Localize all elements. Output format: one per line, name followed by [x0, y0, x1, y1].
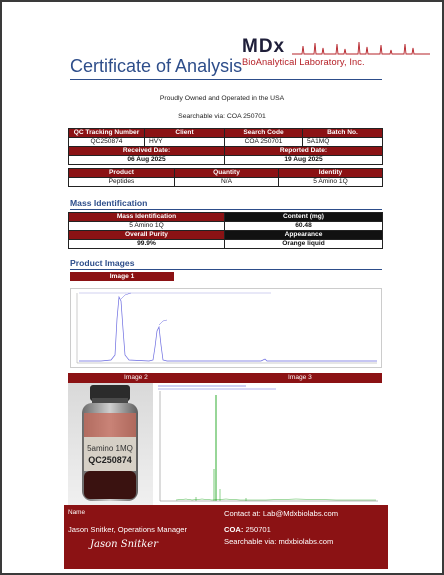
- value-search-code: COA 250701: [225, 138, 303, 147]
- logo-spectrum-icon: [292, 40, 430, 56]
- value-content: 60.48: [225, 222, 383, 231]
- mass-spectrum-plot: [156, 383, 382, 505]
- value-product: Peptides: [69, 178, 175, 187]
- mass-section-heading: Mass Identification: [70, 198, 148, 208]
- images-section-heading: Product Images: [70, 258, 135, 268]
- product-table: [68, 168, 383, 187]
- mass-value-row: [69, 222, 383, 231]
- image3-label: Image 3: [288, 374, 312, 381]
- mass-header-row: [69, 213, 383, 222]
- info-header-row: [69, 129, 383, 138]
- logo-subtitle: BioAnalytical Laboratory, Inc.: [242, 57, 365, 67]
- mass-table: [68, 212, 383, 249]
- value-qc-tracking: QC250874: [69, 138, 145, 147]
- footer-name-label: Name: [68, 509, 86, 516]
- value-received-date: 06 Aug 2025: [69, 156, 225, 165]
- header-batch-no: Batch No.: [303, 129, 383, 138]
- footer-coa-label: COA:: [224, 525, 244, 534]
- product-value-row: [69, 178, 383, 187]
- footer-signature: Jason Snitker: [90, 539, 159, 550]
- header-identity: Identity: [279, 169, 383, 178]
- purity-value-row: [69, 240, 383, 249]
- images-section-divider: [70, 269, 382, 270]
- value-appearance: Orange liquid: [225, 240, 383, 249]
- image2-label: Image 2: [124, 374, 148, 381]
- date-header-row: [69, 147, 383, 156]
- header-client: Client: [145, 129, 225, 138]
- header-reported-date: Reported Date:: [225, 147, 383, 156]
- date-value-row: [69, 156, 383, 165]
- certificate-page: [2, 2, 442, 573]
- footer-panel: [64, 505, 388, 569]
- chromatogram-plot: [71, 289, 383, 369]
- footer-searchable: Searchable via: mdxbiolabs.com: [224, 537, 334, 546]
- header-qc-tracking: QC Tracking Number: [69, 129, 145, 138]
- header-search-code: Search Code: [225, 129, 303, 138]
- value-mass-identification: 5 Amino 1Q: [69, 222, 225, 231]
- tagline: Proudly Owned and Operated in the USA: [159, 95, 285, 102]
- vial-photo: [68, 383, 153, 505]
- value-overall-purity: 99.9%: [69, 240, 225, 249]
- product-header-row: [69, 169, 383, 178]
- vial-label-line1: 5amino 1MQ: [87, 444, 133, 453]
- brand-logo: [242, 36, 432, 72]
- footer-name-value: Jason Snitker, Operations Manager: [68, 525, 188, 534]
- value-client: HVY: [145, 138, 225, 147]
- image-labels-bar: [68, 373, 382, 383]
- value-identity: 5 Amino 1Q: [279, 178, 383, 187]
- vial-label-line2: QC250874: [88, 455, 132, 465]
- header-appearance: Appearance: [225, 231, 383, 240]
- searchable-line: Searchable via: COA 250701: [178, 113, 266, 120]
- footer-contact: Contact at: Lab@Mdxbiolabs.com: [224, 509, 339, 518]
- header-received-date: Received Date:: [69, 147, 225, 156]
- image1-label: Image 1: [70, 272, 174, 281]
- footer-coa: [224, 525, 271, 534]
- info-value-row: [69, 138, 383, 147]
- value-quantity: N/A: [175, 178, 279, 187]
- header-product: Product: [69, 169, 175, 178]
- chromatogram-image: [70, 288, 382, 368]
- mass-spectrum-image: [156, 383, 382, 505]
- title-divider: [70, 79, 382, 80]
- purity-header-row: [69, 231, 383, 240]
- value-reported-date: 19 Aug 2025: [225, 156, 383, 165]
- info-table: [68, 128, 383, 165]
- logo-text: MDx: [242, 36, 286, 57]
- header-content: Content (mg): [225, 213, 383, 222]
- document-title: Certificate of Analysis: [70, 56, 243, 76]
- header-mass-identification: Mass Identification: [69, 213, 225, 222]
- value-batch-no: 5A1MQ: [303, 138, 383, 147]
- header-overall-purity: Overall Purity: [69, 231, 225, 240]
- footer-coa-value: 250701: [245, 525, 271, 534]
- vial-illustration: [68, 383, 153, 505]
- header-quantity: Quantity: [175, 169, 279, 178]
- mass-section-divider: [70, 209, 382, 210]
